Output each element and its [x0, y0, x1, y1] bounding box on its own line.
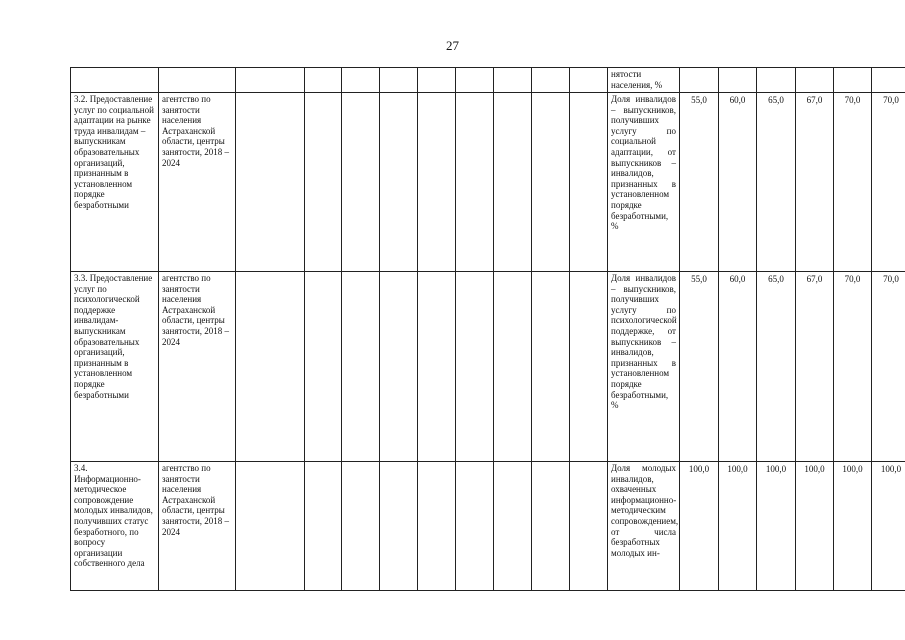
empty-cell	[570, 68, 608, 93]
table-row	[71, 68, 905, 93]
measures-table	[70, 67, 905, 591]
value-cell: 100,0	[834, 462, 872, 591]
empty-cell	[532, 462, 570, 591]
empty-cell	[532, 93, 570, 272]
measure-name-cell: 3.2. Предоставление услуг по социальной адаптации на рынке труда инвалидам – выпускникам образовательных организаций, признанным в установленном порядке безработными	[71, 93, 159, 272]
value-cell	[680, 68, 719, 93]
value-cell	[796, 68, 834, 93]
empty-cell	[494, 93, 532, 272]
empty-cell	[456, 93, 494, 272]
measure-name-cell: 3.4. Информационно-методическое сопровождение молодых инвалидов, получивших статус безработного, по вопросу организации собственного дела	[71, 462, 159, 591]
measure-name-cell: 3.3. Предоставление услуг по психологической поддержке инвалидам-выпускникам образовательных организаций, признанным в установленном порядке безработными	[71, 272, 159, 462]
value-cell: 55,0	[680, 272, 719, 462]
value-cell: 60,0	[719, 93, 757, 272]
table-row	[71, 272, 905, 462]
empty-cell	[305, 68, 342, 93]
empty-cell	[494, 462, 532, 591]
value-cell: 65,0	[757, 272, 796, 462]
empty-cell	[456, 68, 494, 93]
empty-cell	[380, 462, 418, 591]
table-row	[71, 462, 905, 591]
empty-cell	[456, 462, 494, 591]
value-cell: 70,0	[872, 93, 905, 272]
executor-cell	[159, 68, 236, 93]
empty-cell	[342, 462, 380, 591]
empty-cell	[494, 68, 532, 93]
empty-cell	[305, 272, 342, 462]
empty-cell	[418, 93, 456, 272]
empty-cell	[456, 272, 494, 462]
empty-cell	[570, 272, 608, 462]
value-cell: 65,0	[757, 93, 796, 272]
value-cell: 70,0	[834, 272, 872, 462]
value-cell: 67,0	[796, 272, 834, 462]
indicator-cell: Доля инвалидов – выпускников, получивших услугу по социальной адаптации, от выпускников – инвалидов, признанных в установленном порядке безработными, %	[608, 93, 680, 272]
indicator-cell: Доля молодых инвалидов, охваченных информационно-методическим сопровождением, от числа безработных молодых ин-	[608, 462, 680, 591]
value-cell: 60,0	[719, 272, 757, 462]
value-cell	[757, 68, 796, 93]
empty-cell	[236, 68, 305, 93]
empty-cell	[380, 68, 418, 93]
empty-cell	[532, 272, 570, 462]
page-number: 27	[446, 38, 459, 53]
value-cell: 70,0	[834, 93, 872, 272]
value-cell: 100,0	[872, 462, 905, 591]
empty-cell	[570, 462, 608, 591]
indicator-cell: Доля инвалидов – выпускников, получивших услугу по психологической поддержке, от выпускников – инвалидов, признанных в установленном порядке безработными, %	[608, 272, 680, 462]
value-cell: 100,0	[796, 462, 834, 591]
empty-cell	[418, 462, 456, 591]
executor-cell: агентство по занятости населения Астраханской области, центры занятости, 2018 – 2024	[159, 93, 236, 272]
empty-cell	[494, 272, 532, 462]
empty-cell	[236, 93, 305, 272]
indicator-cell: нятости населения, %	[608, 68, 680, 93]
empty-cell	[236, 272, 305, 462]
empty-cell	[418, 272, 456, 462]
table-row	[71, 93, 905, 272]
empty-cell	[532, 68, 570, 93]
value-cell: 100,0	[757, 462, 796, 591]
measure-name-cell	[71, 68, 159, 93]
value-cell: 55,0	[680, 93, 719, 272]
value-cell	[834, 68, 872, 93]
empty-cell	[342, 93, 380, 272]
value-cell: 70,0	[872, 272, 905, 462]
value-cell	[719, 68, 757, 93]
empty-cell	[305, 93, 342, 272]
empty-cell	[570, 93, 608, 272]
value-cell: 100,0	[680, 462, 719, 591]
executor-cell: агентство по занятости населения Астраханской области, центры занятости, 2018 – 2024	[159, 462, 236, 591]
empty-cell	[236, 462, 305, 591]
empty-cell	[342, 68, 380, 93]
empty-cell	[418, 68, 456, 93]
empty-cell	[380, 93, 418, 272]
executor-cell: агентство по занятости населения Астраханской области, центры занятости, 2018 – 2024	[159, 272, 236, 462]
value-cell: 67,0	[796, 93, 834, 272]
empty-cell	[305, 462, 342, 591]
value-cell	[872, 68, 905, 93]
empty-cell	[380, 272, 418, 462]
value-cell: 100,0	[719, 462, 757, 591]
empty-cell	[342, 272, 380, 462]
